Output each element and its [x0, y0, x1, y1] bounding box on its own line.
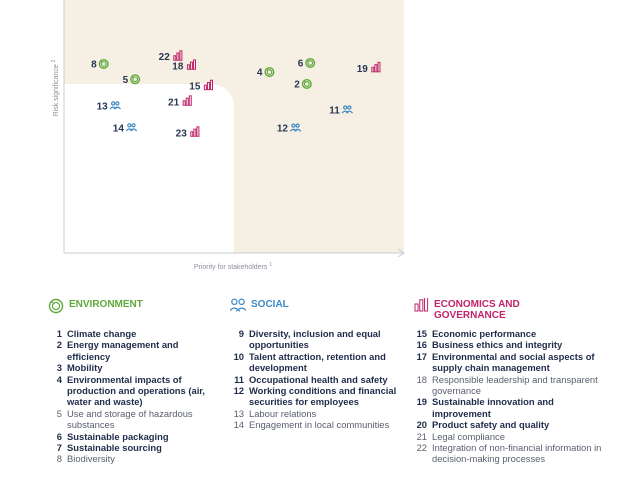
legend-item-text: Sustainable packaging [67, 430, 169, 442]
legend-item-number: 12 [233, 385, 244, 397]
legend-item-text: Mobility [67, 362, 103, 374]
legend-item-12 [230, 385, 410, 408]
legend-item-text: Biodiversity [67, 453, 115, 465]
legend-item-1 [48, 328, 218, 339]
legend-item-number: 10 [233, 350, 244, 362]
y-axis-label: Risk significance $^2$ [51, 59, 60, 117]
legend-item-number: 17 [416, 350, 427, 362]
legend-item-5 [48, 408, 218, 431]
legend-item-number: 2 [56, 339, 62, 351]
legend-items-economics [413, 328, 613, 465]
point-label-13: 13 [96, 101, 108, 113]
legend-item-text: Economic performance [432, 328, 537, 339]
legend-item-text: Sustainable innovation and improvement [432, 396, 554, 419]
legend-item-6 [48, 431, 218, 442]
point-label-15: 15 [189, 81, 201, 93]
point-label-8: 8 [91, 59, 97, 71]
legend-item-13 [230, 408, 410, 419]
legend-item-2 [48, 339, 218, 362]
legend-item-text: Integration of non-financial information in decision-making processes [432, 442, 602, 465]
legend-item-3 [48, 362, 218, 373]
legend-title-environment: ENVIRONMENT [69, 299, 143, 310]
point-label-19: 19 [356, 63, 368, 75]
point-label-23: 23 [175, 128, 187, 140]
point-label-18: 18 [172, 61, 184, 73]
point-label-14: 14 [112, 123, 124, 135]
legend-item-text: Responsible leadership and transparent governance [432, 373, 598, 397]
leaf-ring-icon [48, 298, 64, 314]
legend-item-18 [413, 374, 613, 397]
legend-item-16 [413, 339, 613, 350]
legend-title-social: SOCIAL [251, 299, 289, 310]
legend-item-number: 1 [56, 328, 62, 339]
legend-item-7 [48, 442, 218, 453]
legend-item-21 [413, 431, 613, 442]
legend-item-22 [413, 442, 613, 465]
legend-item-number: 11 [234, 373, 244, 385]
legend-item-text: Occupational health and safety [249, 373, 388, 385]
legend-item-19 [413, 396, 613, 419]
point-label-21: 21 [168, 97, 180, 109]
legend-item-text: Diversity, inclusion and equal opportunities [249, 328, 381, 351]
point-label-22: 22 [158, 52, 170, 64]
legend-item-number: 9 [238, 328, 244, 339]
legend-item-text: Legal compliance [432, 430, 505, 442]
legend-item-text: Energy management and efficiency [67, 339, 179, 362]
legend-item-20 [413, 419, 613, 430]
legend-item-number: 7 [56, 442, 62, 454]
legend-item-number: 19 [416, 396, 427, 408]
legend-economics [413, 298, 613, 465]
legend-item-number: 4 [56, 373, 62, 385]
legend-item-10 [230, 351, 410, 374]
point-label-12: 12 [276, 123, 288, 135]
legend-item-number: 3 [56, 362, 62, 374]
legend-item-number: 16 [416, 339, 427, 351]
legend-item-number: 14 [233, 419, 244, 431]
legend-item-number: 15 [416, 328, 427, 339]
legend-item-text: Business ethics and integrity [432, 339, 563, 351]
legend-item-8 [48, 453, 218, 464]
legend-item-4 [48, 374, 218, 408]
legend-item-15 [413, 328, 613, 339]
y-axis-label-sup: 2 [51, 59, 57, 63]
legend-item-number: 22 [416, 442, 427, 454]
point-label-4: 4 [256, 67, 263, 79]
legend-item-text: Talent attraction, retention and development [249, 350, 386, 374]
legend-item-text: Environmental and social aspects of supply chain management [432, 350, 595, 374]
legend-item-14 [230, 419, 410, 430]
legend-item-number: 21 [416, 430, 427, 442]
legend-environment [48, 298, 218, 465]
point-label-5: 5 [122, 74, 129, 86]
legend-item-number: 5 [56, 407, 62, 419]
legend-item-text: Environmental impacts of production and operations (air, water and waste) [67, 373, 206, 408]
legend-item-text: Labour relations [249, 407, 317, 419]
legend-item-text: Working conditions and financial securities for employees [249, 385, 397, 408]
legend-item-9 [230, 328, 410, 351]
point-label-6: 6 [297, 58, 304, 70]
legend-item-text: Use and storage of hazardous substances [67, 407, 193, 431]
legend-title-economics: ECONOMICS AND GOVERNANCE [434, 299, 520, 321]
people-icon [230, 298, 246, 314]
legend-item-text: Sustainable sourcing [67, 442, 162, 454]
legend-social [230, 298, 410, 431]
bar-chart-icon [413, 298, 429, 314]
legend-item-11 [230, 374, 410, 385]
legend-items-environment [48, 328, 218, 465]
legend-item-number: 6 [56, 430, 62, 442]
legend-item-text: Product safety and quality [432, 419, 550, 431]
x-axis-label: Priority for stakeholders $^1$ [193, 262, 273, 271]
legend-item-number: 13 [233, 407, 244, 419]
legend-item-number: 18 [416, 373, 427, 385]
legend-items-social [230, 328, 410, 431]
legend-item-text: Engagement in local communities [249, 419, 390, 431]
point-label-11: 11 [329, 105, 340, 117]
x-axis-label-sup: 1 [269, 262, 273, 268]
legend-item-17 [413, 351, 613, 374]
legend-item-number: 8 [56, 453, 62, 465]
point-label-2: 2 [294, 79, 300, 91]
legend-item-text: Climate change [67, 328, 137, 339]
legend-item-number: 20 [416, 419, 427, 431]
